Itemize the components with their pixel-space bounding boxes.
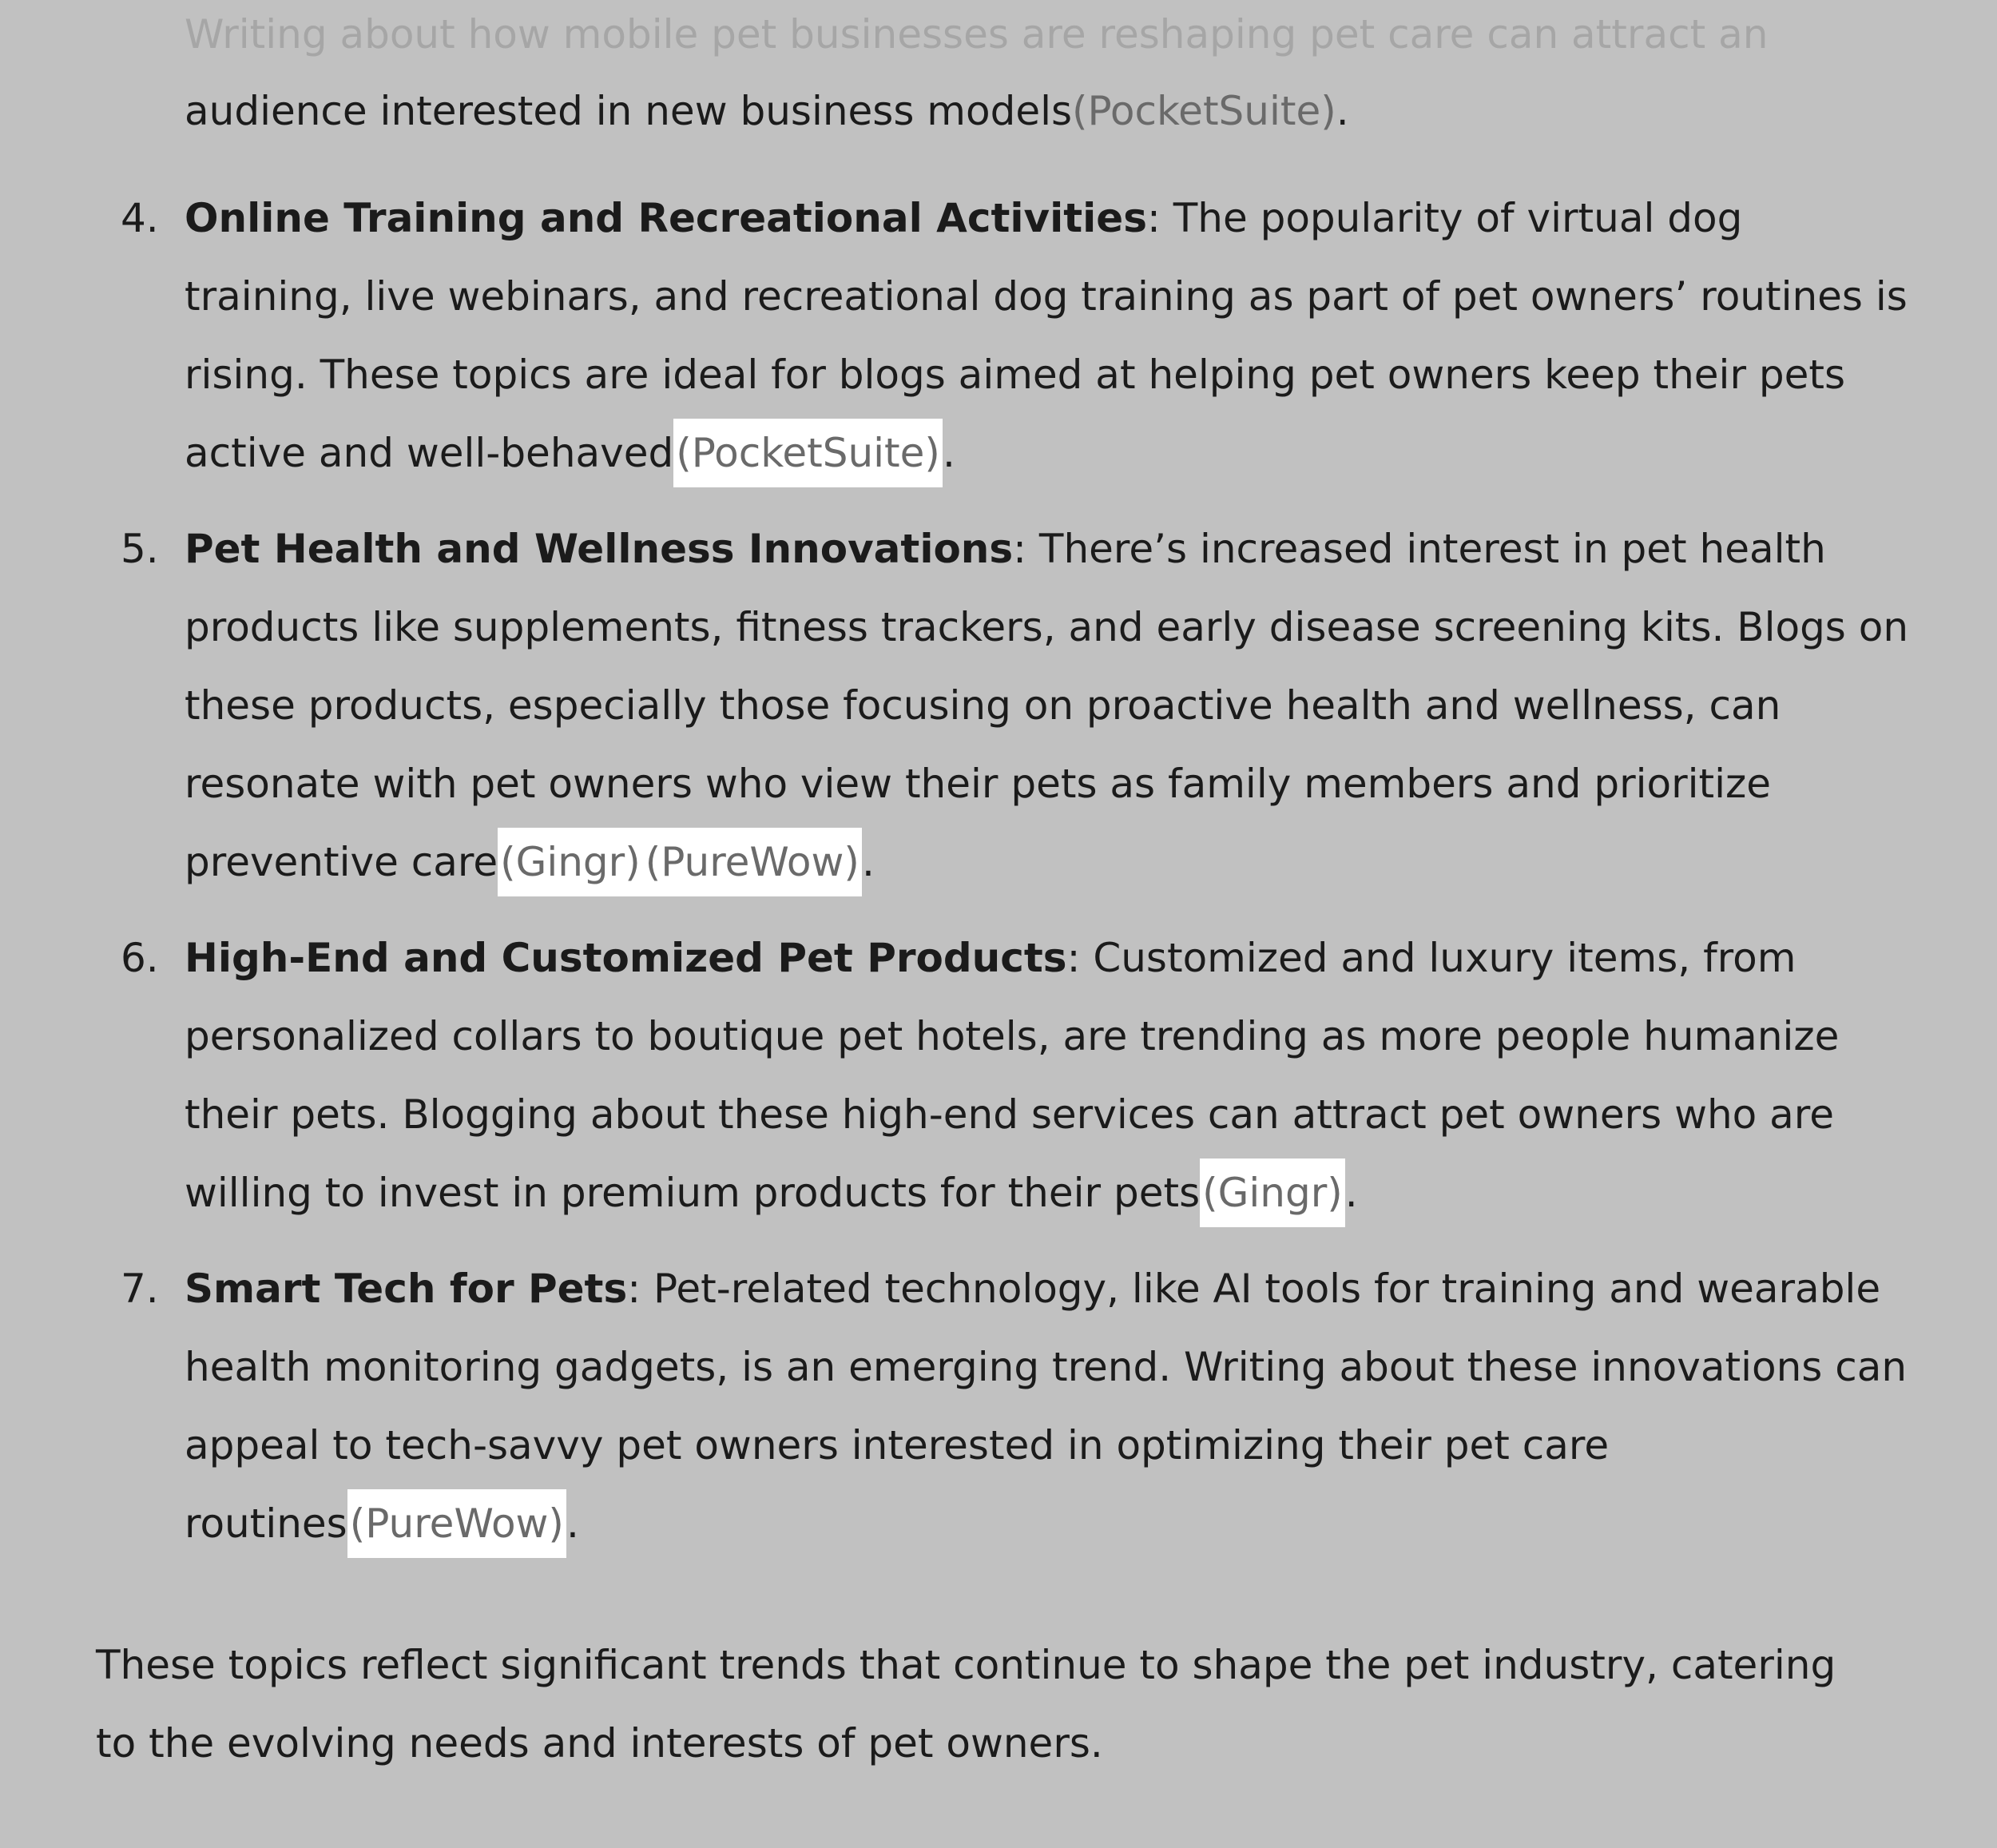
item-text: : Customized and luxury items, from personalized collars to boutique pet hotels, are trending as more people humanize their pets. Blogging about these high-end services can attract pet owners who are willing to invest in premium products for their pets: [185, 935, 1840, 1216]
citation-pocketsuite[interactable]: (PocketSuite): [673, 419, 943, 487]
list-number: 6.: [121, 935, 159, 981]
item-period: .: [861, 839, 875, 885]
intro-period: .: [1336, 88, 1349, 134]
item-title: Online Training and Recreational Activities: [185, 195, 1147, 241]
item-title: High-End and Customized Pet Products: [185, 935, 1067, 981]
item-period: .: [1344, 1170, 1358, 1216]
citation-purewow[interactable]: (PureWow): [643, 828, 862, 896]
list-item-4: [96, 179, 1917, 492]
numbered-topic-list: [96, 179, 1917, 1580]
list-number: 5.: [121, 526, 159, 572]
list-number: 4.: [121, 195, 159, 241]
citation-pocketsuite[interactable]: (PocketSuite): [1072, 88, 1336, 134]
item-text: : There’s increased interest in pet health products like supplements, fitness trackers, and early disease screening kits. Blogs on these products, especially those focusing on proactive health and wellness, can resonate with pet owners who view their pets as family members and prioritize preventive care: [185, 526, 1909, 885]
list-item-7: [96, 1250, 1917, 1563]
item-text: : The popularity of virtual dog training, live webinars, and recreational dog training as part of pet owners’ routines is rising. These topics are ideal for blogs aimed at helping pet owners keep their pets active and well-behaved: [185, 195, 1908, 476]
item-title: Pet Health and Wellness Innovations: [185, 526, 1014, 572]
item-title: Smart Tech for Pets: [185, 1266, 628, 1312]
item-period: .: [566, 1500, 579, 1547]
citation-purewow[interactable]: (PureWow): [347, 1489, 566, 1558]
intro-text: audience interested in new business models: [185, 88, 1073, 134]
citation-gingr[interactable]: (Gingr): [1200, 1158, 1345, 1227]
faded-previous-line: Writing about how mobile pet businesses are reshaping pet care can attract an: [185, 11, 1769, 58]
list-number: 7.: [121, 1266, 159, 1312]
citation-gingr[interactable]: (Gingr): [498, 828, 643, 896]
list-item-5: [96, 510, 1917, 901]
item-text: : Pet-related technology, like AI tools for training and wearable health monitoring gadgets, is an emerging trend. Writing about these innovations can appeal to tech-savvy pet owners interested in optimizing their pet care routines: [185, 1266, 1908, 1547]
closing-paragraph: These topics reflect significant trends that continue to shape the pet industry, catering to the evolving needs and interests of pet owners.: [96, 1642, 1836, 1767]
intro-continuation: [185, 80, 1349, 142]
item-period: .: [942, 430, 955, 476]
list-item-6: [96, 919, 1917, 1232]
